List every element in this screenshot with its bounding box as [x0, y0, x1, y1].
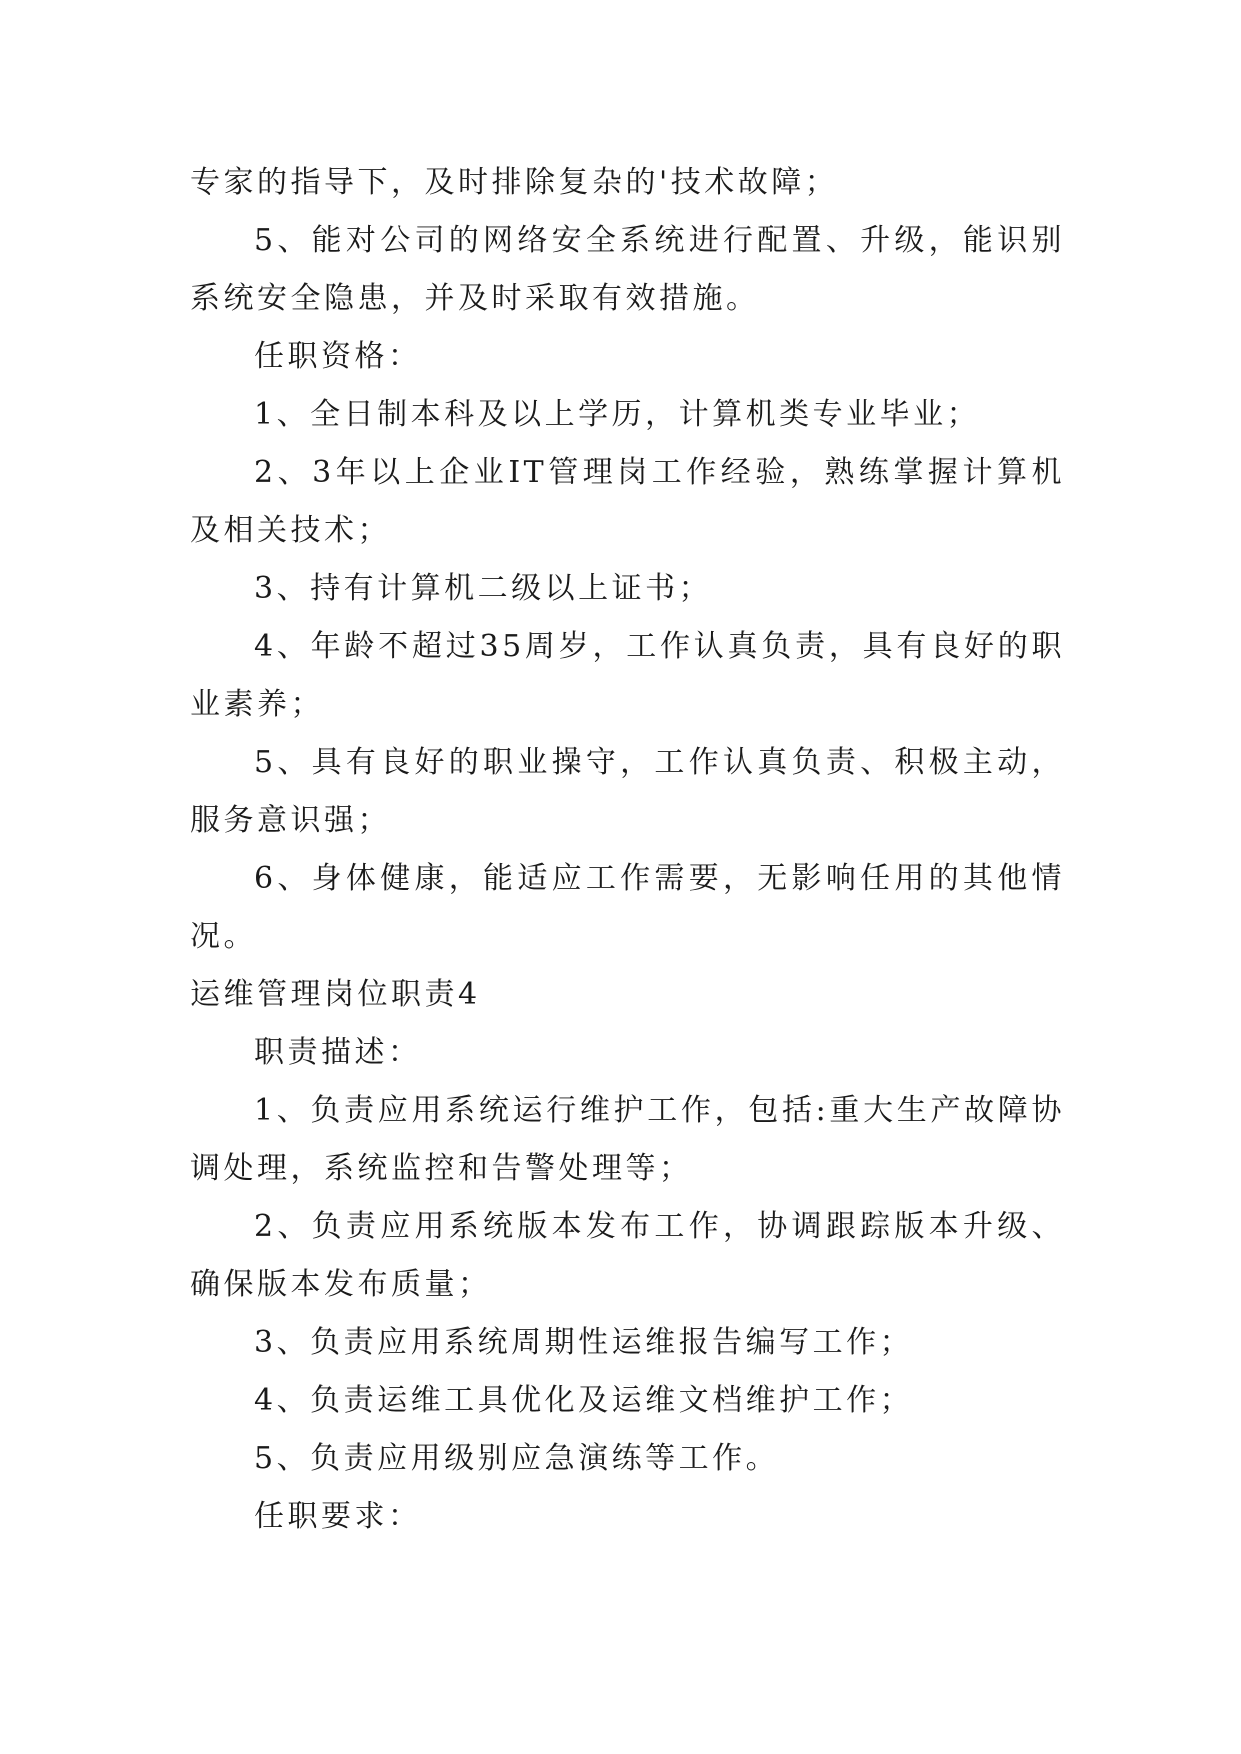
- qualification-item-1: 1、全日制本科及以上学历，计算机类专业毕业；: [254, 397, 981, 432]
- document-body: [190, 154, 1065, 1546]
- qualification-item-5: 5、具有良好的职业操守，工作认真负责、积极主动，服务意识强；: [190, 745, 1065, 838]
- duty-item-2: 2、负责应用系统版本发布工作，协调跟踪版本升级、确保版本发布质量；: [190, 1209, 1065, 1302]
- section-label-duties: 职责描述：: [254, 1035, 422, 1070]
- qualification-item-4: 4、年龄不超过35周岁，工作认真负责，具有良好的职业素养；: [190, 629, 1065, 722]
- section-label-requirements: 任职要求：: [254, 1499, 422, 1534]
- duty-item-3: 3、负责应用系统周期性运维报告编写工作；: [254, 1325, 914, 1360]
- paragraph-item-5-security: 5、能对公司的网络安全系统进行配置、升级，能识别系统安全隐患，并及时采取有效措施。: [190, 223, 1065, 316]
- duty-item-5: 5、负责应用级别应急演练等工作。: [254, 1441, 780, 1476]
- qualification-item-6: 6、身体健康，能适应工作需要，无影响任用的其他情况。: [190, 861, 1065, 954]
- section-label-qualifications: 任职资格：: [254, 339, 422, 374]
- qualification-item-3: 3、持有计算机二级以上证书；: [254, 571, 713, 606]
- paragraph-continuation: 专家的指导下，及时排除复杂的'技术故障；: [190, 165, 839, 200]
- duty-item-1: 1、负责应用系统运行维护工作，包括:重大生产故障协调处理，系统监控和告警处理等；: [190, 1093, 1065, 1186]
- duty-item-4: 4、负责运维工具优化及运维文档维护工作；: [254, 1383, 914, 1418]
- qualification-item-2: 2、3年以上企业IT管理岗工作经验，熟练掌握计算机及相关技术；: [190, 455, 1065, 548]
- section-heading: 运维管理岗位职责4: [190, 977, 481, 1012]
